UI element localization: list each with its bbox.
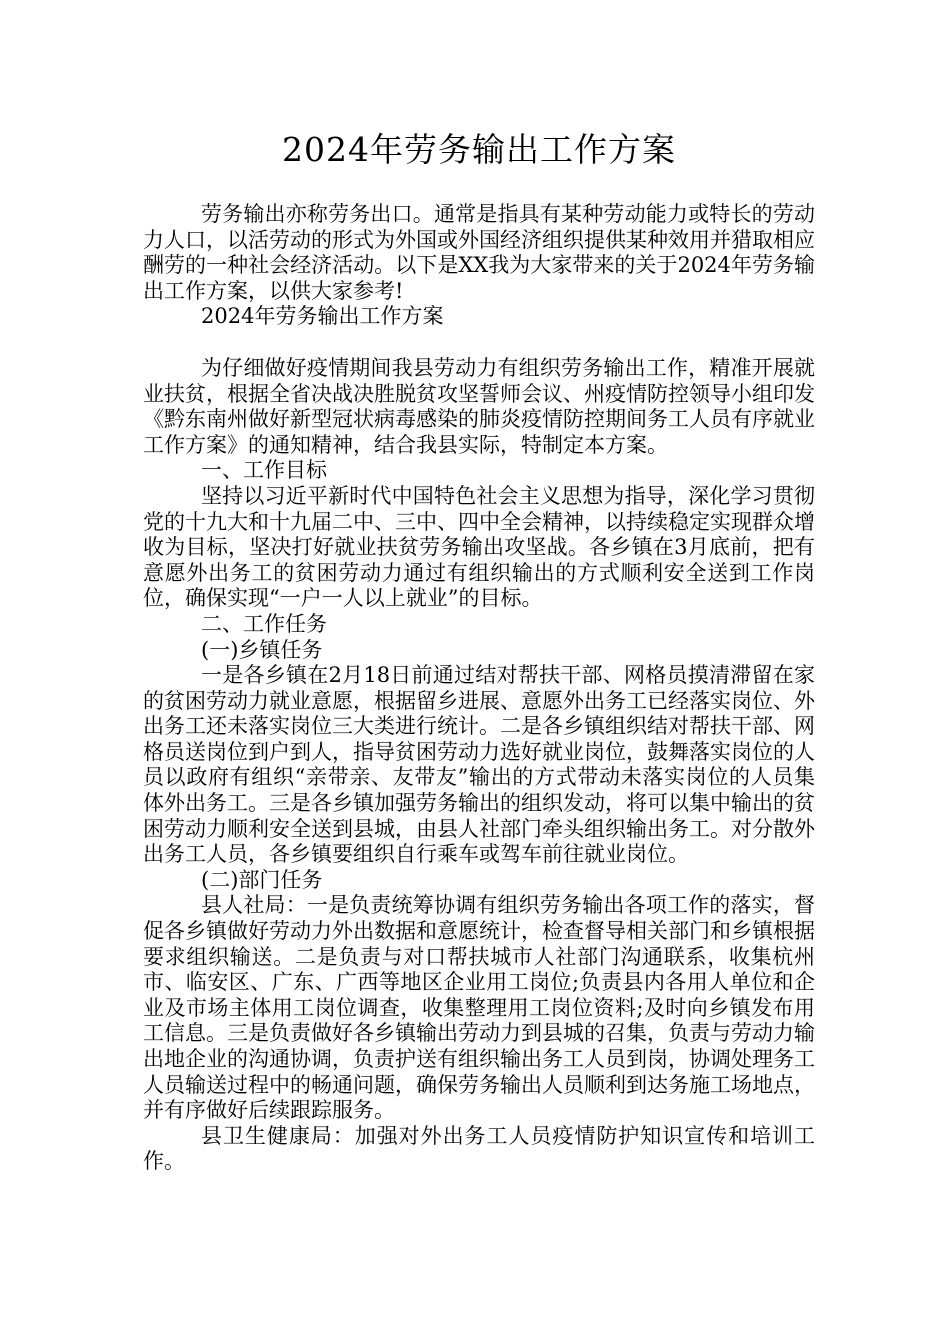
section-heading-tasks: 二、工作任务 (201, 611, 327, 636)
preamble-paragraph: 为仔细做好疫情期间我县劳动力有组织劳务输出工作，精准开展就业扶贫，根据全省决战决胜脱贫攻坚誓师会议、州疫情防控领导小组印发《黔东南州做好新型冠状病毒感染的肺炎疫情防控期间务工人员有序就业工作方案》的通知精神，结合我县实际，特制定本方案。 (143, 355, 815, 457)
intro-paragraph: 劳务输出亦称劳务出口。通常是指具有某种劳动能力或特长的劳动力人口，以活劳动的形式为外国或外国经济组织提供某种效用并猎取相应酬劳的一种社会经济活动。以下是XX我为大家带来的关于2024年劳务输出工作方案，以供大家参考! (143, 202, 815, 303)
section-heading-goals: 一、工作目标 (201, 458, 327, 483)
subtitle-line: 2024年劳务输出工作方案 (201, 304, 444, 329)
subsection-body-township: 一是各乡镇在2月18日前通过结对帮扶干部、网格员摸清滞留在家的贫困劳动力就业意愿，根据留乡进展、意愿外出务工已经落实岗位、外出务工还未落实岗位三大类进行统计。二是各乡镇组织结对帮扶干部、网格员送岗位到户到人，指导贫困劳动力选好就业岗位，鼓舞落实岗位的人员以政府有组织“亲带亲、友带友”输出的方式带动未落实岗位的人员集体外出务工。三是各乡镇加强劳务输出的组织发动，将可以集中输出的贫困劳动力顺利安全送到县城，由县人社部门牵头组织输出务工。对分散外出务工人员，各乡镇要组织自行乘车或驾车前往就业岗位。 (143, 663, 815, 867)
blank-line (143, 330, 815, 356)
department-paragraph-hr: 县人社局：一是负责统筹协调有组织劳务输出各项工作的落实，督促各乡镇做好劳动力外出数据和意愿统计，检查督导相关部门和乡镇根据要求组织输送。二是负责与对口帮扶城市人社部门沟通联系，收集杭州市、临安区、广东、广西等地区企业用工岗位;负责县内各用人单位和企业及市场主体用工岗位调查，收集整理用工岗位资料;及时向乡镇发布用工信息。三是负责做好各乡镇输出劳动力到县城的召集，负责与劳动力输出地企业的沟通协调，负责护送有组织输出务工人员到岗，协调处理务工人员输送过程中的畅通问题，确保劳务输出人员顺利到达务施工场地点，并有序做好后续跟踪服务。 (143, 893, 815, 1123)
section-body-goals: 坚持以习近平新时代中国特色社会主义思想为指导，深化学习贯彻党的十九大和十九届二中、三中、四中全会精神，以持续稳定实现群众增收为目标，坚决打好就业扶贫劳务输出攻坚战。各乡镇在3月底前，把有意愿外出务工的贫困劳动力通过有组织输出的方式顺利安全送到工作岗位，确保实现“一户一人以上就业”的目标。 (143, 483, 815, 611)
subsection-heading-township: (一)乡镇任务 (201, 637, 323, 662)
department-paragraph-health: 县卫生健康局：加强对外出务工人员疫情防护知识宣传和培训工作。 (143, 1123, 815, 1174)
document-title: 2024年劳务输出工作方案 (282, 130, 676, 169)
document-page (143, 128, 815, 1175)
subsection-heading-departments: (二)部门任务 (201, 867, 323, 892)
